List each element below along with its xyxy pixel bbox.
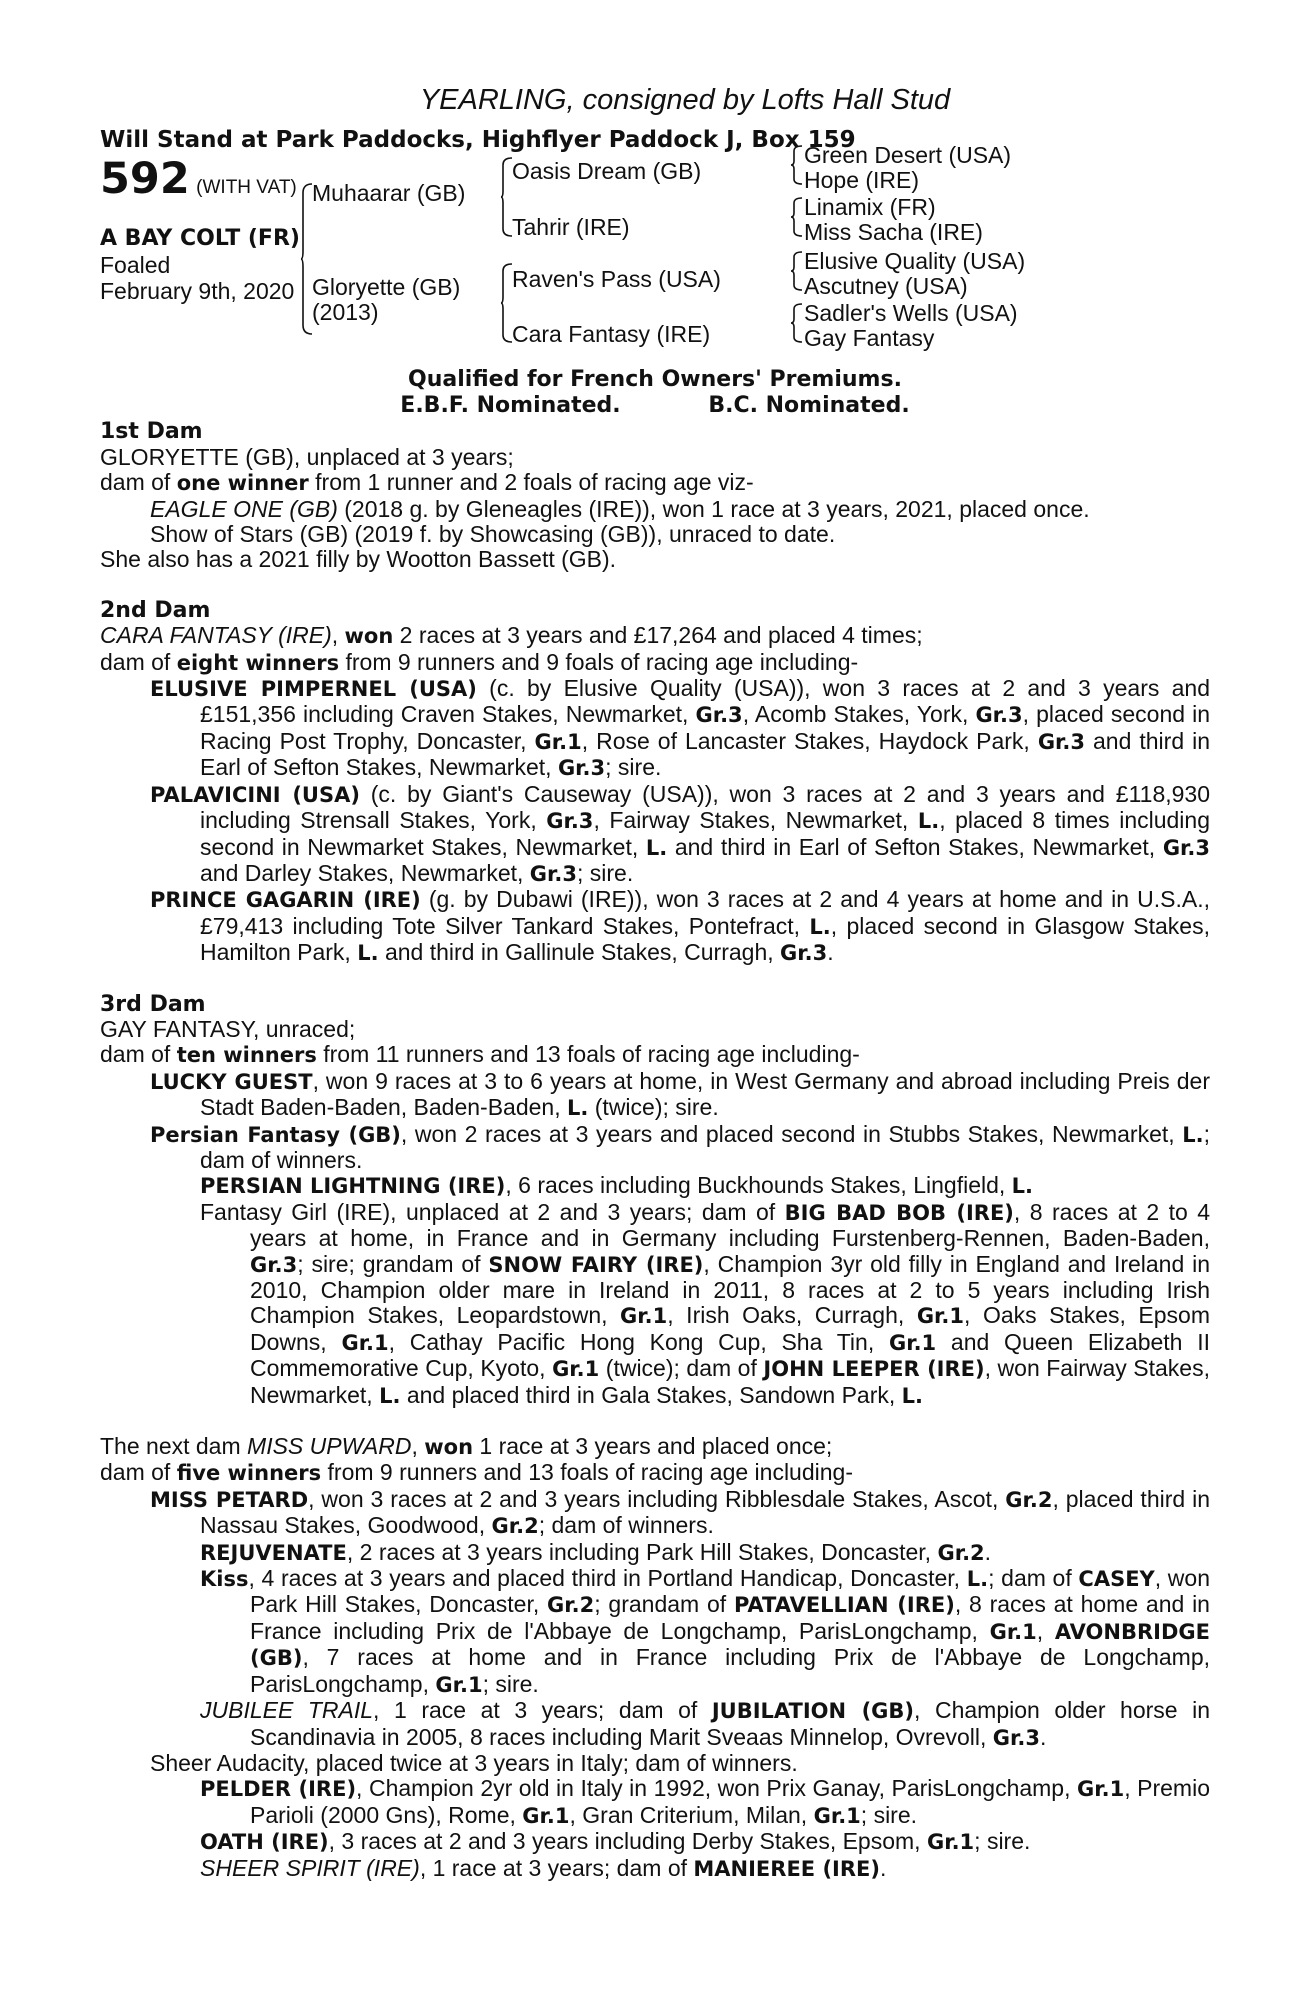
dam-name: Gloryette (GB) xyxy=(312,274,461,301)
text-run: and Darley Stakes, Newmarket, xyxy=(200,859,530,886)
catalogue-entry xyxy=(100,82,1210,1882)
ebf-nomination: E.B.F. Nominated. xyxy=(400,393,621,419)
bold-run: OATH (IRE) xyxy=(200,1830,329,1855)
text-run: , 7 races at home and in France including Prix de l'Abbaye de Longchamp, ParisLongchamp, xyxy=(250,1644,1210,1697)
text-run: , won Fairway Stakes, Newmarket, xyxy=(250,1355,1210,1408)
text-run: , placed second in Racing Post Trophy, Doncaster, xyxy=(200,701,1211,754)
next-dam-produce-2 xyxy=(200,1540,1210,1566)
next-dam-produce-summary: dam of five winners from 9 runners and 13 foals of racing age including- xyxy=(100,1459,853,1486)
text-run: and placed third in Gala Stakes, Sandown Park, xyxy=(400,1381,902,1408)
bold-run: Gr.1 xyxy=(1077,1777,1125,1802)
bold-run: Gr.1 xyxy=(552,1357,600,1382)
bold-run: Gr.2 xyxy=(547,1593,595,1618)
bold-run: Gr.1 xyxy=(916,1304,965,1329)
text-run: , Premio Parioli (2000 Gns), Rome, xyxy=(250,1775,1210,1828)
bold-run: PRINCE GAGARIN (IRE) xyxy=(150,888,421,913)
bold-run: L. xyxy=(917,809,940,834)
second-dam-produce-summary: dam of eight winners from 9 runners and 9 foals of racing age including- xyxy=(100,648,859,675)
text-run: ; grandam of xyxy=(594,1591,734,1618)
next-dam-produce-5 xyxy=(150,1751,1210,1776)
bold-run: ELUSIVE PIMPERNEL (USA) xyxy=(150,677,477,702)
foaled-date: February 9th, 2020 xyxy=(100,278,295,305)
text-run: , Cathay Pacific Hong Kong Cup, Sha Tin, xyxy=(388,1328,889,1355)
bold-run: L. xyxy=(1011,1174,1034,1199)
bold-run: L. xyxy=(645,835,668,860)
text-run: , Oaks Stakes, Epsom Downs, xyxy=(250,1302,1210,1355)
ggdam-2: Miss Sacha (IRE) xyxy=(804,219,983,246)
third-dam-heading: 3rd Dam xyxy=(100,991,206,1017)
text-run: , placed 8 times including second in Newmarket Stakes, Newmarket, xyxy=(200,807,1210,860)
text-run: and third in Earl of Sefton Stakes, Newmarket, xyxy=(667,833,1163,860)
bold-run: Gr.3 xyxy=(250,1252,298,1277)
bold-run: Gr.1 xyxy=(522,1803,570,1828)
text-run: Fantasy Girl (IRE), unplaced at 2 and 3 years; dam of xyxy=(200,1198,785,1225)
next-dam-produce-3 xyxy=(200,1566,1210,1698)
dam-year: (2013) xyxy=(312,299,379,326)
bold-run: CASEY xyxy=(1078,1567,1155,1592)
second-dam-heading: 2nd Dam xyxy=(100,597,211,623)
second-dam-produce-1 xyxy=(150,676,1210,782)
bold-run: Gr.1 xyxy=(813,1803,861,1828)
bold-run: Gr.3 xyxy=(1162,835,1211,860)
text-run: , Gran Criterium, Milan, xyxy=(569,1801,814,1828)
text-run: ; sire. xyxy=(577,859,634,886)
lot-number: 592 xyxy=(100,154,190,205)
bold-run: PATAVELLIAN (IRE) xyxy=(733,1593,955,1618)
second-dam-produce-2 xyxy=(150,782,1210,888)
text-run: ; sire. xyxy=(860,1801,918,1828)
sire-dam: Tahrir (IRE) xyxy=(512,214,630,241)
bold-run: Gr.3 xyxy=(780,941,828,966)
second-dam-produce-3 xyxy=(150,887,1210,966)
first-dam-current-foal: She also has a 2021 filly by Wootton Bassett (GB). xyxy=(100,546,617,573)
text-run: , won 9 races at 3 to 6 years at home, in West Germany and abroad including Preis der Stadt Baden-Baden, Baden-Baden, xyxy=(200,1067,1210,1121)
text-run: ; sire. xyxy=(605,754,662,781)
brace-g3 xyxy=(790,251,804,291)
text-run: . xyxy=(879,1854,887,1881)
bold-run: Gr.3 xyxy=(557,756,606,781)
bold-run: BIG BAD BOB (IRE) xyxy=(784,1200,1014,1225)
ggdam-4: Gay Fantasy xyxy=(804,325,935,352)
text-run: , Rose of Lancaster Stakes, Haydock Park, xyxy=(581,727,1038,754)
italic-run: SHEER SPIRIT (IRE) xyxy=(200,1854,420,1881)
next-dam-produce-4 xyxy=(200,1698,1210,1751)
bold-run: PELDER (IRE) xyxy=(200,1777,357,1802)
bold-run: L. xyxy=(357,941,379,966)
dam-dam: Cara Fantasy (IRE) xyxy=(512,321,711,348)
bold-run: Gr.3 xyxy=(529,861,577,886)
text-run: , won 2 races at 3 years and placed second in Stubbs Stakes, Newmarket, xyxy=(400,1120,1183,1147)
text-run: , Champion 2yr old in Italy in 1992, won Prix Ganay, ParisLongchamp, xyxy=(356,1775,1078,1802)
text-run: (twice); sire. xyxy=(588,1094,719,1121)
text-run: , 1 race at 3 years; dam of xyxy=(373,1697,712,1724)
bold-run: L. xyxy=(809,914,831,939)
text-run: Sheer Audacity, placed twice at 3 years in Italy; dam of winners. xyxy=(150,1749,798,1776)
sire-sire: Oasis Dream (GB) xyxy=(512,158,702,185)
text-run: (twice); dam of xyxy=(599,1355,764,1382)
bold-run: Gr.1 xyxy=(888,1330,937,1355)
text-run: , 4 races at 3 years and placed third in Portland Handicap, Doncaster, xyxy=(248,1565,967,1592)
third-dam-produce-2 xyxy=(150,1122,1210,1174)
lot-number-line xyxy=(100,155,297,203)
vat-note: (WITH VAT) xyxy=(196,177,297,199)
next-dam-line: The next dam MISS UPWARD, won 1 race at 3 years and placed once; xyxy=(100,1433,833,1460)
text-run: ; sire. xyxy=(482,1670,539,1697)
bold-run: Gr.3 xyxy=(1037,729,1086,754)
bold-run: Gr.1 xyxy=(989,1619,1037,1644)
ggsire-4: Sadler's Wells (USA) xyxy=(804,300,1018,327)
bold-run: Gr.2 xyxy=(491,1514,539,1539)
bold-run: PERSIAN LIGHTNING (IRE) xyxy=(200,1174,506,1199)
next-dam-produce-1 xyxy=(150,1487,1210,1540)
bold-run: L. xyxy=(379,1383,401,1408)
bold-run: LUCKY GUEST xyxy=(150,1069,313,1094)
text-run: , Fairway Stakes, Newmarket, xyxy=(593,807,918,834)
next-dam-produce-8 xyxy=(200,1856,1210,1882)
bold-run: JOHN LEEPER (IRE) xyxy=(763,1357,985,1382)
text-run: , Champion older horse in Scandinavia in 2005, 8 races including Marit Sveaas Minnelop, Ovrevoll, xyxy=(250,1697,1211,1750)
bold-run: Gr.1 xyxy=(620,1304,668,1329)
text-run: ; sire. xyxy=(974,1828,1031,1855)
bold-run: MANIEREE (IRE) xyxy=(693,1856,880,1881)
text-run: , placed third in Nassau Stakes, Goodwood, xyxy=(200,1485,1210,1539)
text-run: , 8 races at home and in France including Prix de l'Abbaye de Longchamp, ParisLongchamp, xyxy=(250,1591,1210,1644)
text-run: ; dam of xyxy=(988,1565,1079,1592)
brace-g4 xyxy=(790,303,804,343)
bold-run: Gr.2 xyxy=(1005,1487,1053,1512)
text-run: . xyxy=(1040,1723,1047,1750)
second-dam-line: CARA FANTASY (IRE), won 2 races at 3 years and £17,264 and placed 4 times; xyxy=(100,622,923,649)
text-run: , 8 races at 2 to 4 years at home, in France and in Germany including Furstenberg-Rennen, Baden-Baden, xyxy=(250,1198,1210,1252)
text-run: and third in Gallinule Stakes, Curragh, xyxy=(378,939,781,966)
next-dam-produce-6 xyxy=(200,1776,1210,1829)
foaled-label: Foaled xyxy=(100,252,171,279)
sire-name: Muhaarar (GB) xyxy=(312,180,466,207)
bold-run: REJUVENATE xyxy=(200,1540,347,1565)
text-run: , 1 race at 3 years; dam of xyxy=(419,1854,694,1881)
text-run: , placed second in Glasgow Stakes, Hamilton Park, xyxy=(200,912,1210,966)
dam-sire: Raven's Pass (USA) xyxy=(512,266,721,293)
consignor-title: YEARLING, consigned by Lofts Hall Stud xyxy=(419,84,951,116)
text-run: (c. by Elusive Quality (USA)), won 3 races at 2 and 3 years and £151,356 including Craven Stakes, Newmarket, xyxy=(200,675,1211,728)
bold-run: Gr.1 xyxy=(435,1672,483,1697)
ggsire-3: Elusive Quality (USA) xyxy=(804,248,1026,275)
first-dam-foal-2: Show of Stars (GB) (2019 f. by Showcasing (GB)), unraced to date. xyxy=(150,521,836,548)
text-run: , 6 races including Buckhounds Stakes, Lingfield, xyxy=(505,1172,1012,1199)
text-run: , xyxy=(1036,1617,1055,1644)
stand-location: Will Stand at Park Paddocks, Highflyer Paddock J, Box 159 xyxy=(100,127,856,153)
text-run: (c. by Giant's Causeway (USA)), won 3 races at 2 and 3 years and £118,930 including Strensall Stakes, York, xyxy=(200,780,1211,834)
bold-run: SNOW FAIRY (IRE) xyxy=(488,1252,704,1277)
next-dam-produce-7 xyxy=(200,1829,1210,1855)
text-run: ; sire; grandam of xyxy=(297,1250,489,1277)
ggsire-1: Green Desert (USA) xyxy=(804,142,1012,169)
lot-name: A BAY COLT (FR) xyxy=(100,226,300,252)
text-run: ; dam of winners. xyxy=(200,1120,1210,1173)
first-dam-heading: 1st Dam xyxy=(100,419,203,445)
third-dam-produce-summary: dam of ten winners from 11 runners and 13 foals of racing age including- xyxy=(100,1041,860,1068)
bold-run: L. xyxy=(966,1567,989,1592)
text-run: . xyxy=(984,1538,992,1565)
premiums-note: Qualified for French Owners' Premiums. xyxy=(408,367,902,393)
brace-g2 xyxy=(790,197,804,237)
text-run: ; dam of winners. xyxy=(538,1512,714,1539)
text-run: , Irish Oaks, Curragh, xyxy=(667,1302,917,1329)
bold-run: L. xyxy=(1182,1122,1204,1147)
ggdam-3: Ascutney (USA) xyxy=(804,273,968,300)
bold-run: Gr.3 xyxy=(546,809,594,834)
bold-run: Gr.3 xyxy=(695,703,743,728)
text-run: , won Park Hill Stakes, Doncaster, xyxy=(250,1565,1210,1618)
pedigree-table xyxy=(100,142,1210,367)
bold-run: Kiss xyxy=(200,1567,249,1592)
bc-nomination: B.C. Nominated. xyxy=(708,393,910,419)
first-dam-line: GLORYETTE (GB), unplaced at 3 years; xyxy=(100,443,514,470)
bold-run: L. xyxy=(901,1383,923,1408)
brace-g1 xyxy=(790,145,804,185)
text-run: , 2 races at 3 years including Park Hill Stakes, Doncaster, xyxy=(346,1538,938,1565)
italic-run: JUBILEE TRAIL xyxy=(200,1697,374,1724)
bold-run: Gr.1 xyxy=(534,729,582,754)
text-run: and third in Earl of Sefton Stakes, Newmarket, xyxy=(200,727,1211,781)
text-run: , Champion 3yr old filly in England and Ireland in 2010, Champion older mare in Ireland in 2011, 8 races at 2 to 5 years including Irish Champion Stakes, Leopardstown, xyxy=(250,1250,1211,1329)
text-run: , 3 races at 2 and 3 years including Derby Stakes, Epsom, xyxy=(328,1828,927,1855)
text-run: , Acomb Stakes, York, xyxy=(742,701,976,728)
third-dam-line: GAY FANTASY, unraced; xyxy=(100,1015,356,1042)
bold-run: Gr.3 xyxy=(975,703,1023,728)
ggsire-2: Linamix (FR) xyxy=(804,194,936,221)
text-run: and Queen Elizabeth II Commemorative Cup, Kyoto, xyxy=(250,1328,1211,1382)
text-run: . xyxy=(827,939,834,966)
bold-run: Gr.1 xyxy=(341,1330,389,1355)
third-dam-produce-3 xyxy=(200,1173,1210,1199)
bold-run: Gr.2 xyxy=(937,1540,985,1565)
text-run: (g. by Dubawi (IRE)), won 3 races at 2 and 4 years at home and in U.S.A., £79,413 including Tote Silver Tankard Stakes, Pontefract, xyxy=(200,886,1210,939)
bold-run: PALAVICINI (USA) xyxy=(150,782,360,807)
bold-run: AVONBRIDGE (GB) xyxy=(250,1619,1210,1671)
ggdam-1: Hope (IRE) xyxy=(804,167,920,194)
bold-run: MISS PETARD xyxy=(150,1487,309,1512)
first-dam-produce-summary: dam of one winner from 1 runner and 2 foals of racing age viz- xyxy=(100,469,754,496)
third-dam-produce-1 xyxy=(150,1069,1210,1122)
bold-run: Persian Fantasy (GB) xyxy=(150,1122,401,1147)
third-dam-produce-4 xyxy=(200,1200,1210,1409)
nominations-line xyxy=(100,393,1210,419)
bold-run: Gr.1 xyxy=(926,1830,975,1855)
bold-run: JUBILATION (GB) xyxy=(711,1699,915,1724)
bold-run: L. xyxy=(567,1096,589,1121)
bold-run: Gr.3 xyxy=(992,1725,1040,1750)
text-run: , won 3 races at 2 and 3 years including Ribblesdale Stakes, Ascot, xyxy=(308,1485,1006,1512)
first-dam-foal-1: EAGLE ONE (GB) (2018 g. by Gleneagles (IRE)), won 1 race at 3 years, 2021, placed once. xyxy=(150,495,1090,522)
